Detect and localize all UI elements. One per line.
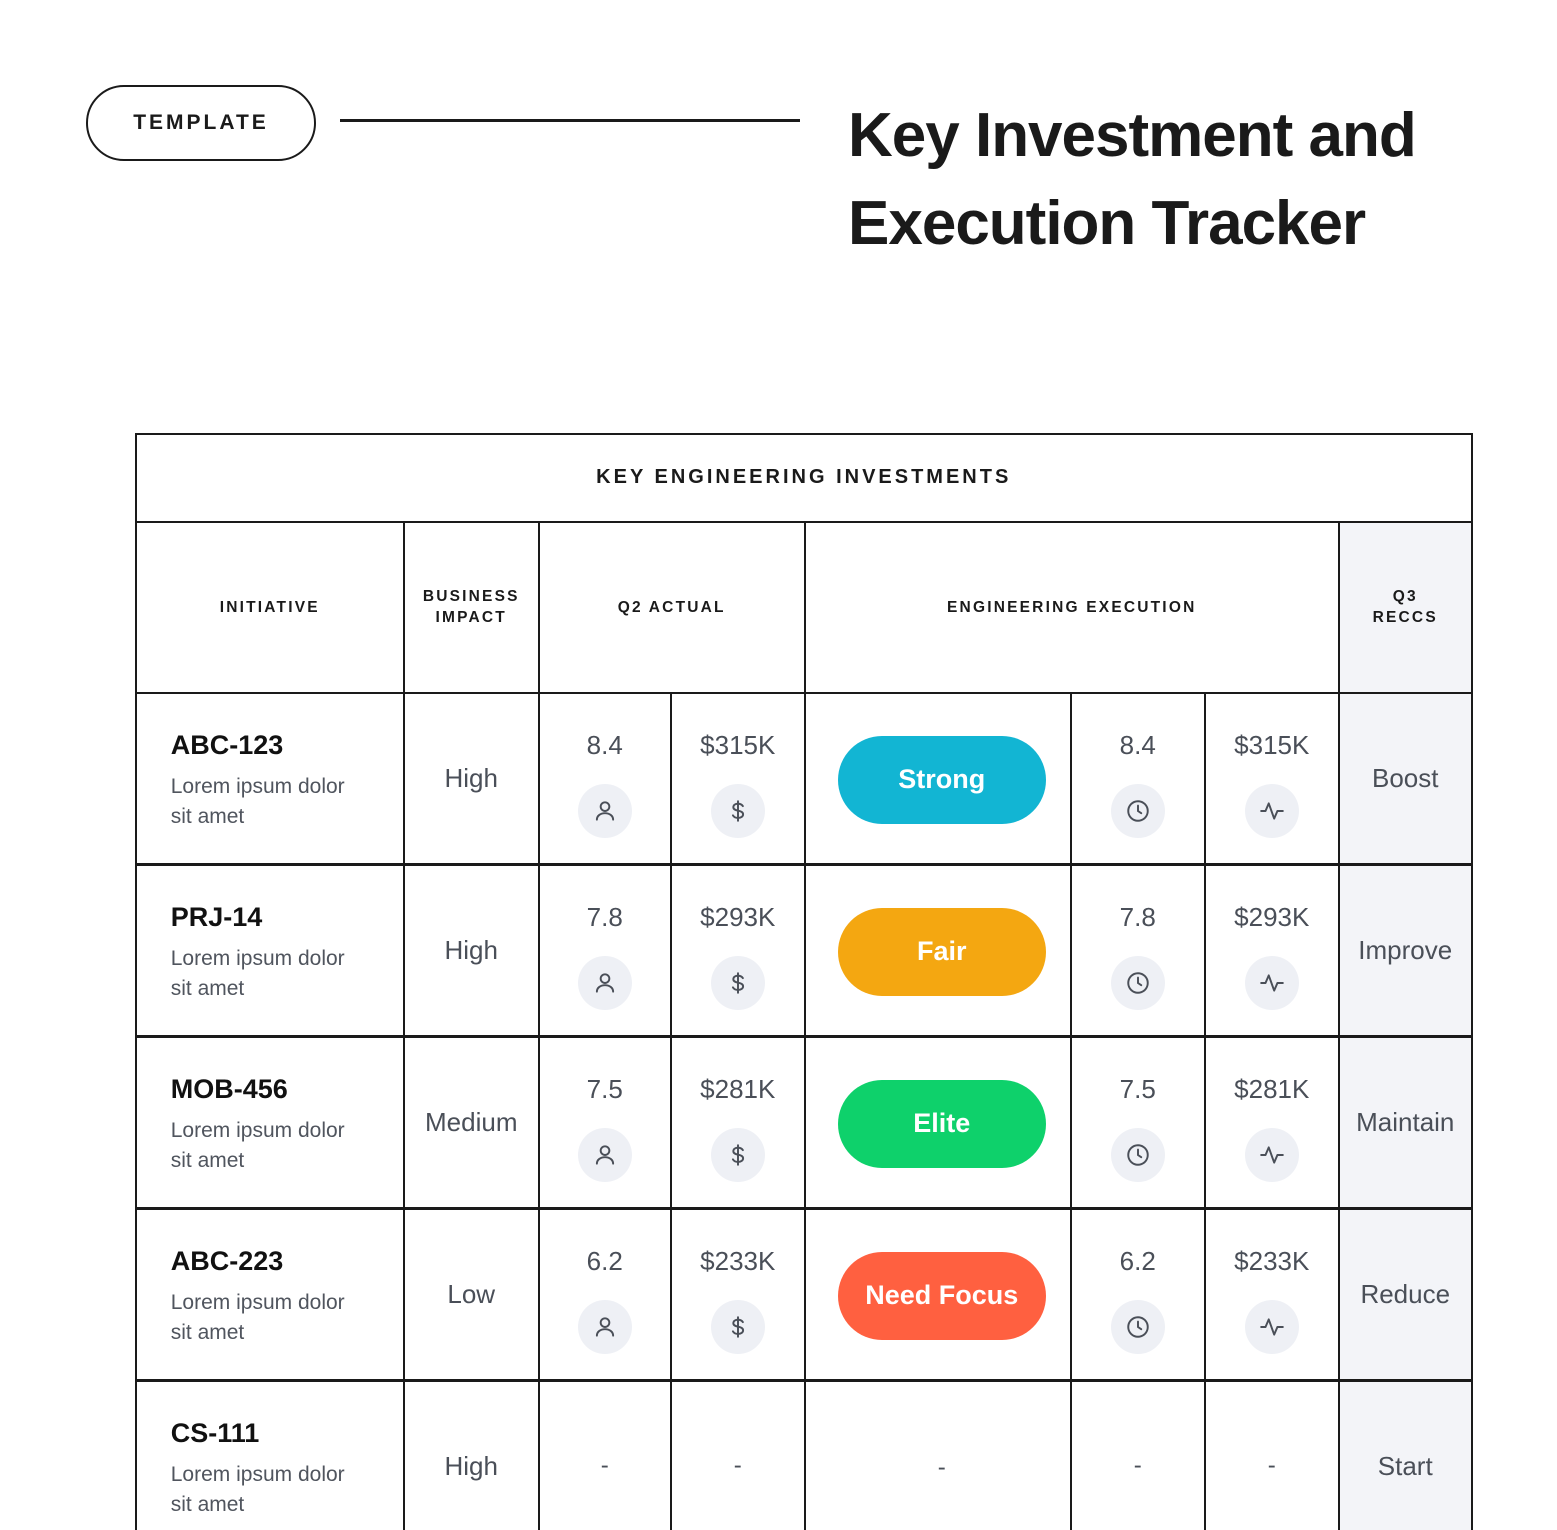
exec-score-cell-5 — [1070, 1380, 1206, 1530]
q2-cost-value: $315K — [700, 729, 776, 760]
col-header-initiative: INITIATIVE — [135, 521, 405, 694]
exec-cost-value: - — [1267, 1452, 1276, 1480]
initiative-cell-3 — [135, 1036, 405, 1209]
q2-cost-cell-3 — [670, 1036, 806, 1209]
exec-cost-value: $281K — [1234, 1073, 1310, 1104]
user-icon — [578, 1300, 632, 1354]
user-icon — [578, 1128, 632, 1182]
exec-cost-value: $293K — [1234, 901, 1310, 932]
initiative-description: Lorem ipsum dolor sit amet — [170, 1290, 345, 1344]
section-title: KEY ENGINEERING INVESTMENTS — [135, 433, 1473, 523]
status-badge: Strong — [838, 736, 1046, 824]
header-divider — [340, 119, 800, 122]
initiative-cell-2 — [135, 864, 405, 1037]
activity-icon — [1245, 784, 1299, 838]
business-impact-cell-3: Medium — [403, 1036, 540, 1209]
exec-score-cell-4 — [1070, 1208, 1206, 1381]
clock-icon — [1111, 956, 1165, 1010]
execution-status-cell-4 — [804, 1208, 1072, 1381]
execution-status-cell-5 — [804, 1380, 1072, 1530]
user-icon — [578, 784, 632, 838]
q3-recommendation-cell-2: Improve — [1338, 864, 1473, 1037]
business-impact-cell-2: High — [403, 864, 540, 1037]
initiative-id: ABC-123 — [170, 729, 284, 760]
col-header-engineering-execution: ENGINEERING EXECUTION — [804, 521, 1340, 694]
q2-cost-value: $293K — [700, 901, 776, 932]
q2-cost-cell-1 — [670, 692, 806, 865]
q2-cost-cell-4 — [670, 1208, 806, 1381]
exec-score-cell-2 — [1070, 864, 1206, 1037]
status-badge: Need Focus — [838, 1252, 1046, 1340]
initiative-cell-1 — [135, 692, 405, 865]
col-header-business-impact: BUSINESS IMPACT — [403, 521, 540, 694]
exec-cost-value: $233K — [1234, 1245, 1310, 1276]
exec-cost-cell-4 — [1204, 1208, 1340, 1381]
activity-icon — [1245, 1128, 1299, 1182]
exec-cost-cell-5 — [1204, 1380, 1340, 1530]
q2-cost-value: $233K — [700, 1245, 776, 1276]
exec-cost-cell-3 — [1204, 1036, 1340, 1209]
q2-score-cell-4 — [538, 1208, 672, 1381]
investments-table — [136, 434, 1474, 1530]
col-header-q2-actual: Q2 ACTUAL — [538, 521, 806, 694]
status-placeholder: - — [937, 1453, 946, 1481]
status-badge: Fair — [838, 908, 1046, 996]
initiative-description: Lorem ipsum dolor sit amet — [170, 946, 345, 1000]
q2-score-value: 8.4 — [586, 729, 623, 760]
exec-cost-value: $315K — [1234, 729, 1310, 760]
exec-cost-cell-2 — [1204, 864, 1340, 1037]
q2-cost-cell-2 — [670, 864, 806, 1037]
q2-score-cell-5 — [538, 1380, 672, 1530]
exec-score-value: 8.4 — [1119, 729, 1156, 760]
exec-cost-cell-1 — [1204, 692, 1340, 865]
dollar-icon — [711, 784, 765, 838]
initiative-cell-4 — [135, 1208, 405, 1381]
q2-score-value: 7.5 — [586, 1073, 623, 1104]
q2-cost-cell-5 — [670, 1380, 806, 1530]
q2-score-value: 7.8 — [586, 901, 623, 932]
exec-score-cell-1 — [1070, 692, 1206, 865]
initiative-id: CS-111 — [170, 1417, 260, 1448]
business-impact-cell-5: High — [403, 1380, 540, 1530]
dollar-icon — [711, 1300, 765, 1354]
initiative-description: Lorem ipsum dolor sit amet — [170, 1118, 345, 1172]
exec-score-cell-3 — [1070, 1036, 1206, 1209]
q2-score-cell-1 — [538, 692, 672, 865]
dollar-icon — [711, 1128, 765, 1182]
business-impact-cell-1: High — [403, 692, 540, 865]
dollar-icon — [711, 956, 765, 1010]
execution-status-cell-3 — [804, 1036, 1072, 1209]
initiative-description: Lorem ipsum dolor sit amet — [170, 1462, 345, 1516]
execution-status-cell-2 — [804, 864, 1072, 1037]
q2-score-cell-2 — [538, 864, 672, 1037]
q3-recommendation-cell-5: Start — [1338, 1380, 1473, 1530]
initiative-cell-5 — [135, 1380, 405, 1530]
q2-score-value: 6.2 — [586, 1245, 623, 1276]
title-line-2: Execution Tracker — [848, 189, 1366, 258]
initiative-id: MOB-456 — [170, 1073, 288, 1104]
exec-score-value: - — [1133, 1452, 1142, 1480]
execution-status-cell-1 — [804, 692, 1072, 865]
q3-recommendation-cell-3: Maintain — [1338, 1036, 1473, 1209]
clock-icon — [1111, 784, 1165, 838]
col-header-q3-reccs: Q3 RECCS — [1338, 521, 1473, 694]
q2-score-value: - — [600, 1452, 609, 1480]
exec-score-value: 7.8 — [1119, 901, 1156, 932]
initiative-id: PRJ-14 — [170, 901, 263, 932]
q3-recommendation-cell-1: Boost — [1338, 692, 1473, 865]
clock-icon — [1111, 1300, 1165, 1354]
exec-score-value: 6.2 — [1119, 1245, 1156, 1276]
activity-icon — [1245, 956, 1299, 1010]
status-badge: Elite — [838, 1080, 1046, 1168]
template-tag: TEMPLATE — [86, 85, 316, 161]
activity-icon — [1245, 1300, 1299, 1354]
user-icon — [578, 956, 632, 1010]
page-title — [848, 92, 1508, 268]
title-line-1: Key Investment and — [848, 101, 1416, 170]
initiative-id: ABC-223 — [170, 1245, 284, 1276]
exec-score-value: 7.5 — [1119, 1073, 1156, 1104]
q2-score-cell-3 — [538, 1036, 672, 1209]
q2-cost-value: $281K — [700, 1073, 776, 1104]
q2-cost-value: - — [733, 1452, 742, 1480]
q3-recommendation-cell-4: Reduce — [1338, 1208, 1473, 1381]
business-impact-cell-4: Low — [403, 1208, 540, 1381]
initiative-description: Lorem ipsum dolor sit amet — [170, 774, 345, 828]
clock-icon — [1111, 1128, 1165, 1182]
